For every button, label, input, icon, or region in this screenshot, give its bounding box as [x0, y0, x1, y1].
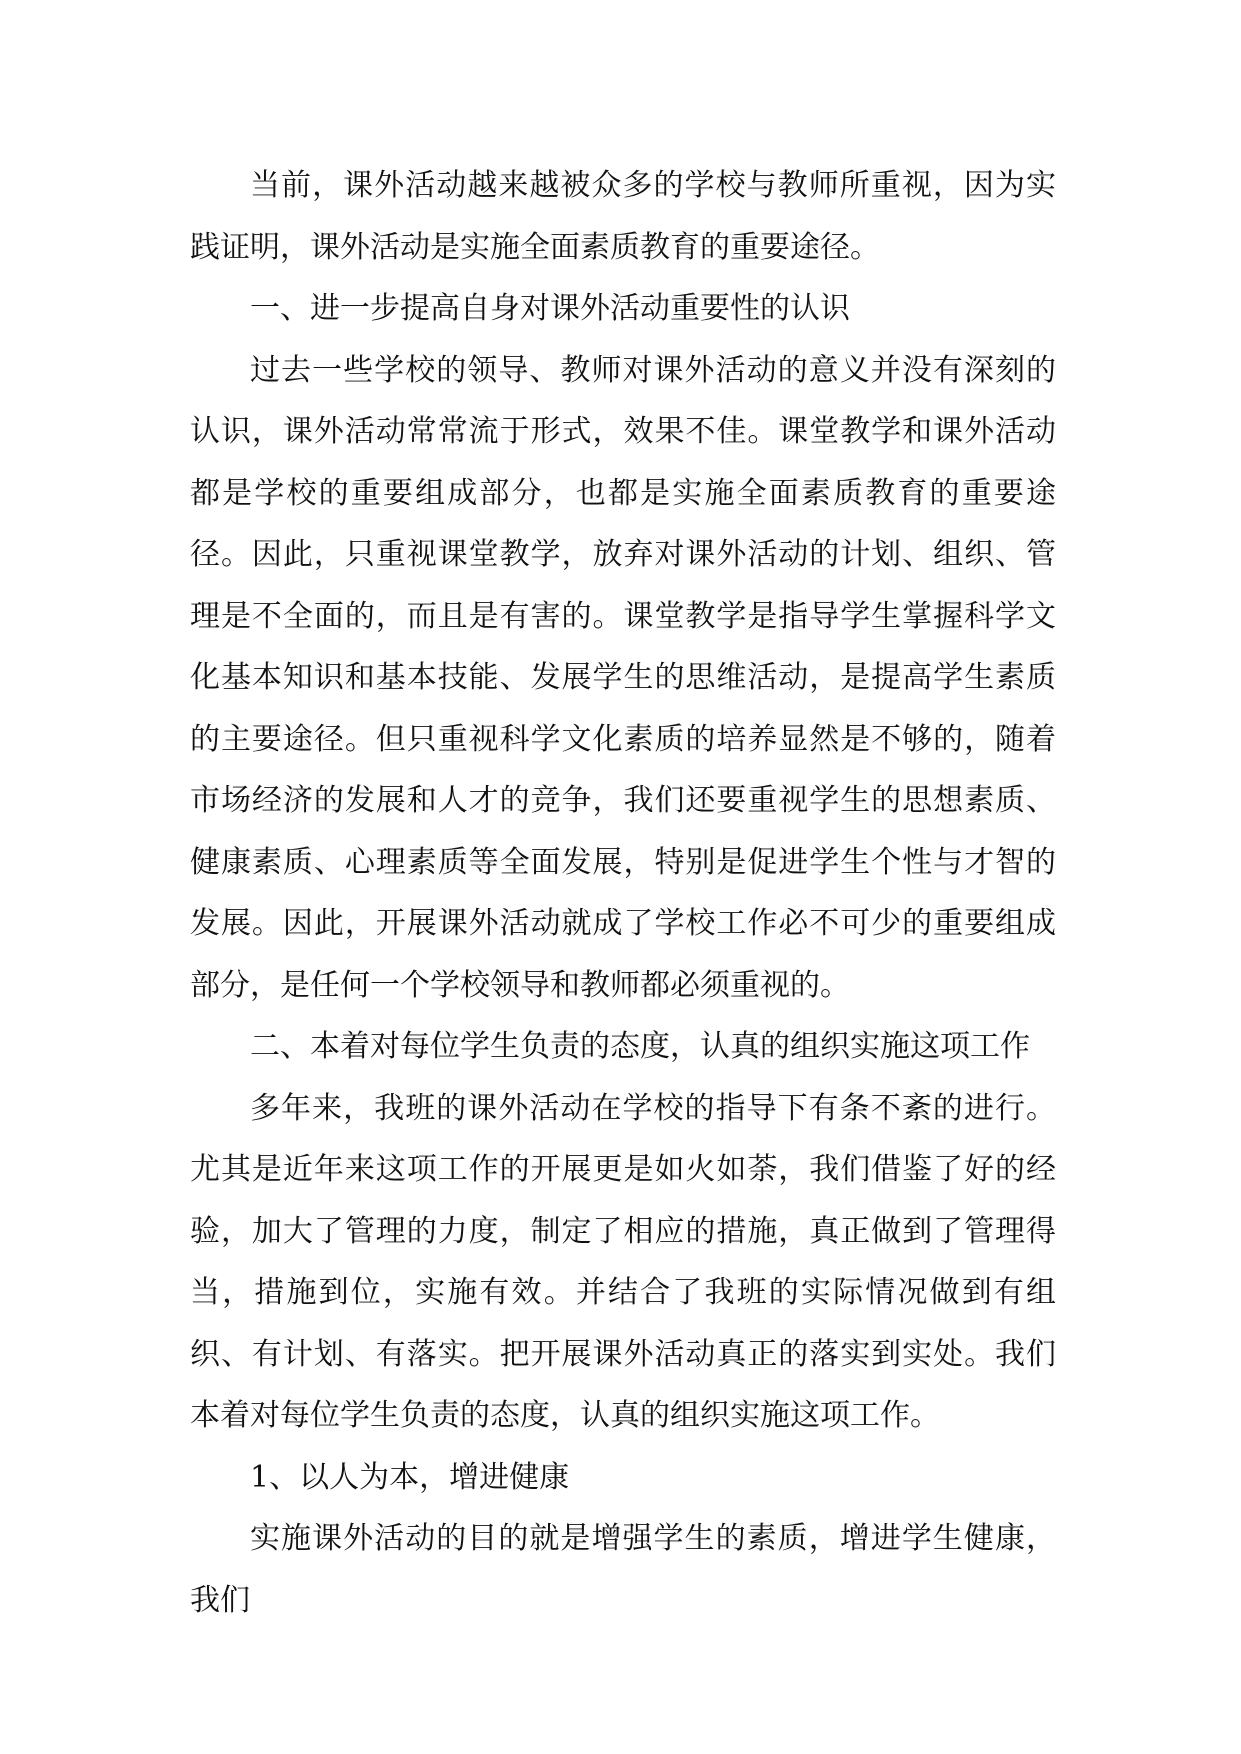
body-paragraph: 过去一些学校的领导、教师对课外活动的意义并没有深刻的认识，课外活动常常流于形式，效果不佳。课堂教学和课外活动都是学校的重要组成部分，也都是实施全面素质教育的重要途径。因此，只重视课堂教学，放弃对课外活动的计划、组织、管理是不全面的，而且是有害的。课堂教学是指导学生掌握科学文化基本知识和基本技能、发展学生的思维活动，是提高学生素质的主要途径。但只重视科学文化素质的培养显然是不够的，随着市场经济的发展和人才的竞争，我们还要重视学生的思想素质、健康素质、心理素质等全面发展，特别是促进学生个性与才智的发展。因此，开展课外活动就成了学校工作必不可少的重要组成部分，是任何一个学校领导和教师都必须重视的。 [190, 352, 1056, 1003]
subsection-heading-1: 1、以人为本，增进健康 [250, 1459, 570, 1495]
intro-paragraph: 当前，课外活动越来越被众多的学校与教师所重视，因为实践证明，课外活动是实施全面素质教育的重要途径。 [190, 168, 1056, 265]
section-heading-2: 二、本着对每位学生负责的态度，认真的组织实施这项工作 [250, 1029, 1030, 1064]
body-paragraph: 多年来，我班的课外活动在学校的指导下有条不紊的进行。尤其是近年来这项工作的开展更是如火如荼，我们借鉴了好的经验，加大了管理的力度，制定了相应的措施，真正做到了管理得当，措施到位，实施有效。并结合了我班的实际情况做到有组织、有计划、有落实。把开展课外活动真正的落实到实处。我们本着对每位学生负责的态度，认真的组织实施这项工作。 [190, 1090, 1056, 1433]
body-paragraph: 实施课外活动的目的就是增强学生的素质，增进学生健康，我们 [190, 1521, 1056, 1618]
section-heading-1: 一、进一步提高自身对课外活动重要性的认识 [250, 291, 850, 326]
document-body [190, 155, 1056, 1631]
